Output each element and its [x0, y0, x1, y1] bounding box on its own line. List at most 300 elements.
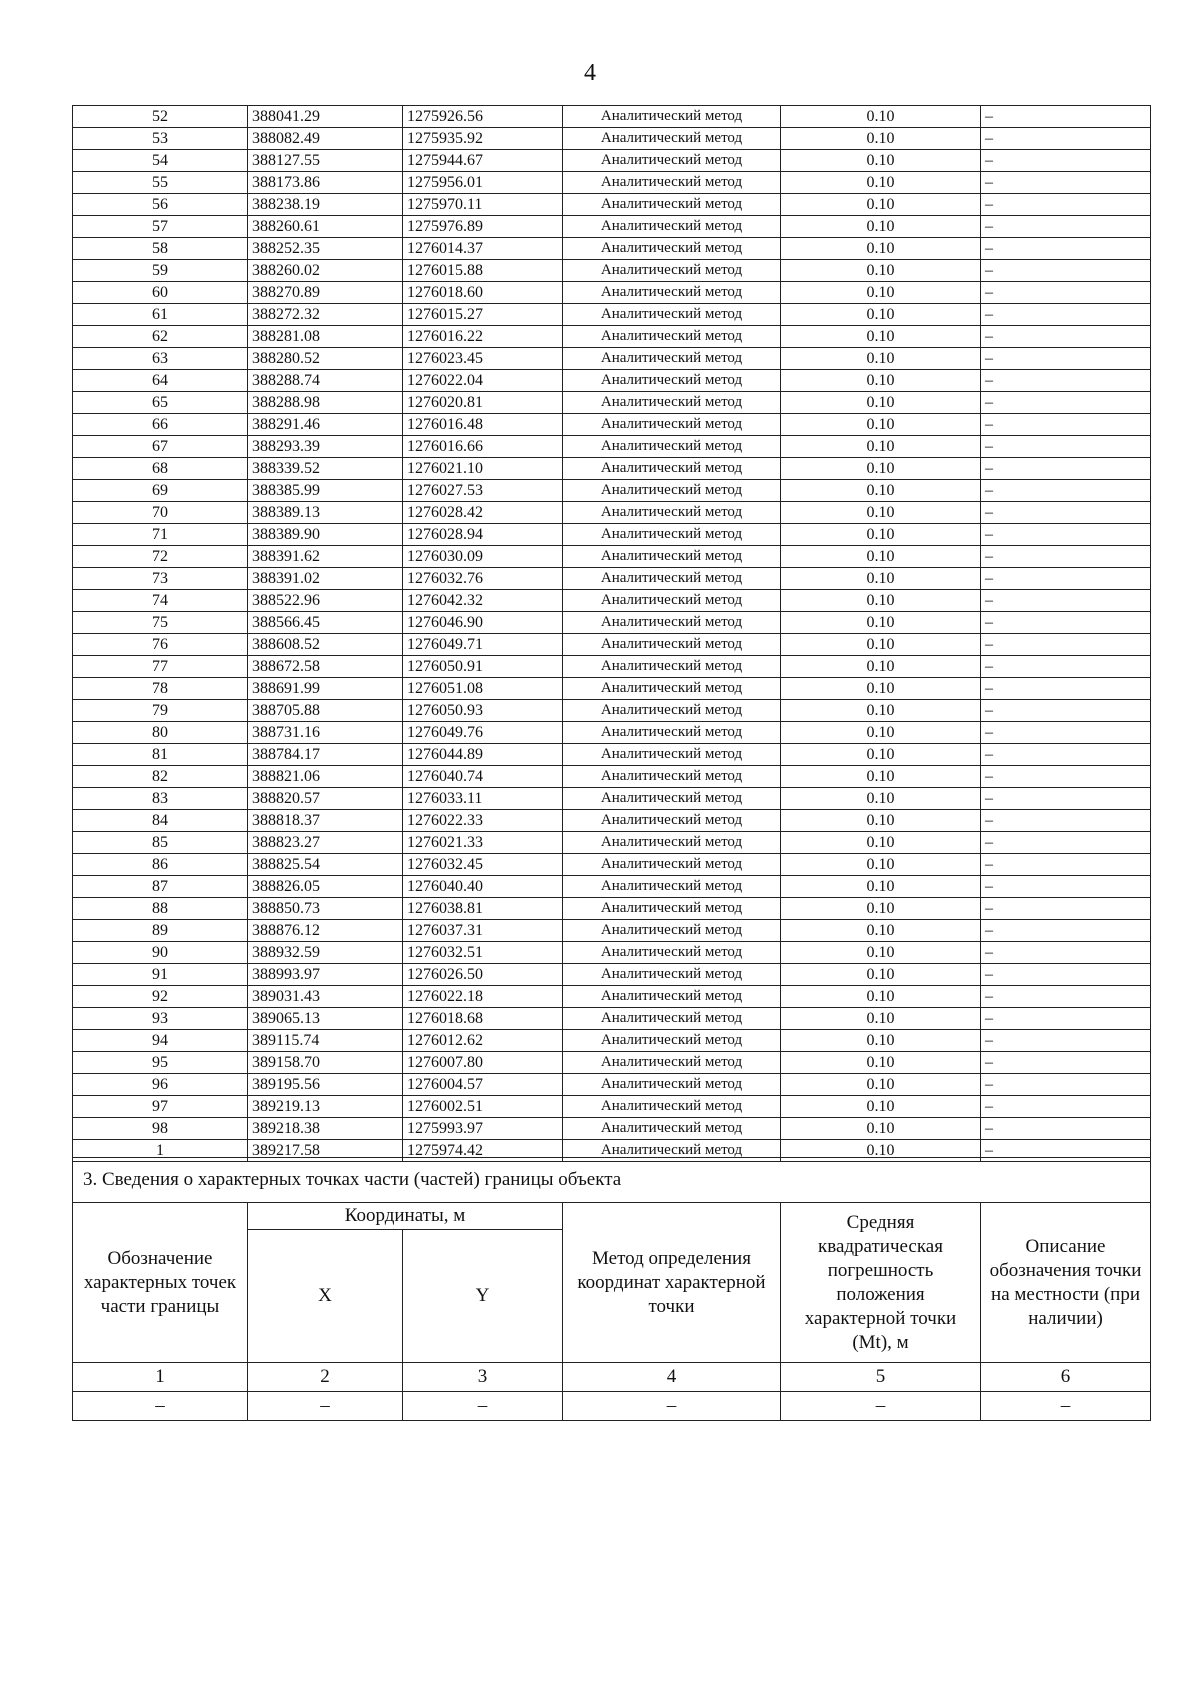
point-id-cell: 98: [73, 1118, 248, 1140]
description-cell: –: [981, 260, 1151, 282]
table-row: [73, 986, 1151, 1008]
y-cell: 1276004.57: [403, 1074, 563, 1096]
description-cell: –: [981, 590, 1151, 612]
error-cell: 0.10: [781, 1096, 981, 1118]
error-cell: 0.10: [781, 1140, 981, 1162]
table-row: [73, 920, 1151, 942]
method-cell: Аналитический метод: [563, 854, 781, 876]
y-cell: 1276027.53: [403, 480, 563, 502]
error-cell: 0.10: [781, 458, 981, 480]
description-cell: –: [981, 678, 1151, 700]
description-cell: –: [981, 744, 1151, 766]
x-cell: 388850.73: [248, 898, 403, 920]
method-cell: Аналитический метод: [563, 678, 781, 700]
y-cell: 1275976.89: [403, 216, 563, 238]
method-cell: Аналитический метод: [563, 1140, 781, 1162]
y-cell: 1276026.50: [403, 964, 563, 986]
y-cell: 1276021.33: [403, 832, 563, 854]
method-cell: Аналитический метод: [563, 172, 781, 194]
point-id-cell: 92: [73, 986, 248, 1008]
table-row: [73, 370, 1151, 392]
method-cell: Аналитический метод: [563, 590, 781, 612]
table-row: [73, 1096, 1151, 1118]
point-id-cell: 86: [73, 854, 248, 876]
y-cell: 1276023.45: [403, 348, 563, 370]
y-cell: 1276040.40: [403, 876, 563, 898]
description-cell: –: [981, 788, 1151, 810]
table-row: [73, 326, 1151, 348]
x-cell: 388291.46: [248, 414, 403, 436]
error-cell: 0.10: [781, 1074, 981, 1096]
x-cell: 388272.32: [248, 304, 403, 326]
y-cell: 1276032.45: [403, 854, 563, 876]
error-cell: 0.10: [781, 502, 981, 524]
point-id-cell: 66: [73, 414, 248, 436]
point-id-cell: 64: [73, 370, 248, 392]
description-cell: –: [981, 370, 1151, 392]
point-id-cell: 85: [73, 832, 248, 854]
description-cell: –: [981, 612, 1151, 634]
method-cell: Аналитический метод: [563, 876, 781, 898]
y-cell: 1276046.90: [403, 612, 563, 634]
description-cell: –: [981, 1008, 1151, 1030]
point-id-cell: 67: [73, 436, 248, 458]
x-cell: 388127.55: [248, 150, 403, 172]
point-id-cell: 91: [73, 964, 248, 986]
x-cell: 389218.38: [248, 1118, 403, 1140]
table-row: [73, 964, 1151, 986]
y-cell: 1276015.27: [403, 304, 563, 326]
point-id-cell: 68: [73, 458, 248, 480]
error-cell: 0.10: [781, 260, 981, 282]
table-row: [73, 172, 1151, 194]
y-cell: 1276050.91: [403, 656, 563, 678]
table-row: [73, 106, 1151, 128]
y-cell: 1276020.81: [403, 392, 563, 414]
table-row: [73, 128, 1151, 150]
x-cell: 389065.13: [248, 1008, 403, 1030]
empty-cell: –: [248, 1392, 403, 1421]
table-row: [73, 744, 1151, 766]
y-cell: 1275935.92: [403, 128, 563, 150]
error-cell: 0.10: [781, 436, 981, 458]
method-cell: Аналитический метод: [563, 568, 781, 590]
description-cell: –: [981, 832, 1151, 854]
point-id-cell: 62: [73, 326, 248, 348]
header-error: Средняя квадратическая погрешность положения характерной точки (Mt), м: [781, 1203, 981, 1363]
error-cell: 0.10: [781, 568, 981, 590]
description-cell: –: [981, 1096, 1151, 1118]
error-cell: 0.10: [781, 788, 981, 810]
method-cell: Аналитический метод: [563, 766, 781, 788]
table-row: [73, 766, 1151, 788]
x-cell: 388993.97: [248, 964, 403, 986]
section3-table: [72, 1157, 1151, 1421]
y-cell: 1276037.31: [403, 920, 563, 942]
description-cell: –: [981, 964, 1151, 986]
x-cell: 389217.58: [248, 1140, 403, 1162]
header-method: Метод определения координат характерной точки: [563, 1203, 781, 1363]
error-cell: 0.10: [781, 216, 981, 238]
y-cell: 1276012.62: [403, 1030, 563, 1052]
y-cell: 1276018.68: [403, 1008, 563, 1030]
table-row: [73, 414, 1151, 436]
error-cell: 0.10: [781, 172, 981, 194]
empty-cell: –: [403, 1392, 563, 1421]
table-row: [73, 722, 1151, 744]
y-cell: 1276033.11: [403, 788, 563, 810]
description-cell: –: [981, 106, 1151, 128]
y-cell: 1276030.09: [403, 546, 563, 568]
error-cell: 0.10: [781, 106, 981, 128]
x-cell: 388293.39: [248, 436, 403, 458]
point-id-cell: 83: [73, 788, 248, 810]
table-row: [73, 612, 1151, 634]
point-id-cell: 81: [73, 744, 248, 766]
x-cell: 388041.29: [248, 106, 403, 128]
table-row: [73, 568, 1151, 590]
table-row: [73, 1030, 1151, 1052]
error-cell: 0.10: [781, 810, 981, 832]
point-id-cell: 89: [73, 920, 248, 942]
table-row: [73, 656, 1151, 678]
coordinates-table: [72, 105, 1151, 1162]
x-cell: 388339.52: [248, 458, 403, 480]
table-row: [73, 480, 1151, 502]
y-cell: 1275993.97: [403, 1118, 563, 1140]
error-cell: 0.10: [781, 194, 981, 216]
method-cell: Аналитический метод: [563, 964, 781, 986]
y-cell: 1276016.66: [403, 436, 563, 458]
x-cell: 388173.86: [248, 172, 403, 194]
point-id-cell: 61: [73, 304, 248, 326]
y-cell: 1276032.51: [403, 942, 563, 964]
table-row: [73, 502, 1151, 524]
point-id-cell: 58: [73, 238, 248, 260]
x-cell: 388281.08: [248, 326, 403, 348]
x-cell: 388731.16: [248, 722, 403, 744]
y-cell: 1276028.94: [403, 524, 563, 546]
y-cell: 1275944.67: [403, 150, 563, 172]
description-cell: –: [981, 326, 1151, 348]
x-cell: 388784.17: [248, 744, 403, 766]
point-id-cell: 73: [73, 568, 248, 590]
method-cell: Аналитический метод: [563, 194, 781, 216]
method-cell: Аналитический метод: [563, 480, 781, 502]
method-cell: Аналитический метод: [563, 1074, 781, 1096]
error-cell: 0.10: [781, 1030, 981, 1052]
point-id-cell: 79: [73, 700, 248, 722]
method-cell: Аналитический метод: [563, 898, 781, 920]
x-cell: 388820.57: [248, 788, 403, 810]
x-cell: 388391.02: [248, 568, 403, 590]
method-cell: Аналитический метод: [563, 348, 781, 370]
x-cell: 389219.13: [248, 1096, 403, 1118]
table-row: [73, 194, 1151, 216]
point-id-cell: 93: [73, 1008, 248, 1030]
description-cell: –: [981, 766, 1151, 788]
method-cell: Аналитический метод: [563, 216, 781, 238]
description-cell: –: [981, 128, 1151, 150]
table-row: [73, 392, 1151, 414]
y-cell: 1276042.32: [403, 590, 563, 612]
description-cell: –: [981, 304, 1151, 326]
method-cell: Аналитический метод: [563, 546, 781, 568]
x-cell: 388818.37: [248, 810, 403, 832]
method-cell: Аналитический метод: [563, 1118, 781, 1140]
column-number: 1: [73, 1363, 248, 1392]
error-cell: 0.10: [781, 304, 981, 326]
x-cell: 389031.43: [248, 986, 403, 1008]
table-row: [73, 678, 1151, 700]
point-id-cell: 55: [73, 172, 248, 194]
x-cell: 388280.52: [248, 348, 403, 370]
point-id-cell: 72: [73, 546, 248, 568]
column-number: 3: [403, 1363, 563, 1392]
method-cell: Аналитический метод: [563, 656, 781, 678]
x-cell: 388825.54: [248, 854, 403, 876]
point-id-cell: 97: [73, 1096, 248, 1118]
error-cell: 0.10: [781, 920, 981, 942]
coordinates-table-body: [73, 106, 1151, 1162]
x-cell: 389115.74: [248, 1030, 403, 1052]
error-cell: 0.10: [781, 656, 981, 678]
y-cell: 1275970.11: [403, 194, 563, 216]
description-cell: –: [981, 656, 1151, 678]
error-cell: 0.10: [781, 348, 981, 370]
method-cell: Аналитический метод: [563, 370, 781, 392]
method-cell: Аналитический метод: [563, 1096, 781, 1118]
point-id-cell: 84: [73, 810, 248, 832]
table-row: [73, 832, 1151, 854]
method-cell: Аналитический метод: [563, 128, 781, 150]
description-cell: –: [981, 458, 1151, 480]
table-row: [73, 942, 1151, 964]
column-number: 4: [563, 1363, 781, 1392]
point-id-cell: 94: [73, 1030, 248, 1052]
method-cell: Аналитический метод: [563, 150, 781, 172]
description-cell: –: [981, 216, 1151, 238]
description-cell: –: [981, 634, 1151, 656]
description-cell: –: [981, 568, 1151, 590]
method-cell: Аналитический метод: [563, 282, 781, 304]
error-cell: 0.10: [781, 678, 981, 700]
error-cell: 0.10: [781, 832, 981, 854]
description-cell: –: [981, 722, 1151, 744]
table-row: [73, 1074, 1151, 1096]
table-row: [73, 788, 1151, 810]
x-cell: 388826.05: [248, 876, 403, 898]
point-id-cell: 57: [73, 216, 248, 238]
description-cell: –: [981, 854, 1151, 876]
point-id-cell: 59: [73, 260, 248, 282]
table-row: [73, 876, 1151, 898]
description-cell: –: [981, 172, 1151, 194]
x-cell: 388252.35: [248, 238, 403, 260]
table-row: [73, 260, 1151, 282]
method-cell: Аналитический метод: [563, 744, 781, 766]
description-cell: –: [981, 1074, 1151, 1096]
method-cell: Аналитический метод: [563, 392, 781, 414]
point-id-cell: 53: [73, 128, 248, 150]
method-cell: Аналитический метод: [563, 986, 781, 1008]
header-y: Y: [403, 1230, 563, 1363]
error-cell: 0.10: [781, 414, 981, 436]
description-cell: –: [981, 986, 1151, 1008]
point-id-cell: 52: [73, 106, 248, 128]
table-row: [73, 150, 1151, 172]
method-cell: Аналитический метод: [563, 1008, 781, 1030]
x-cell: 389158.70: [248, 1052, 403, 1074]
column-number: 5: [781, 1363, 981, 1392]
y-cell: 1276021.10: [403, 458, 563, 480]
method-cell: Аналитический метод: [563, 788, 781, 810]
table-row: [73, 458, 1151, 480]
table-row: [73, 700, 1151, 722]
point-id-cell: 74: [73, 590, 248, 612]
method-cell: Аналитический метод: [563, 414, 781, 436]
point-id-cell: 54: [73, 150, 248, 172]
error-cell: 0.10: [781, 546, 981, 568]
method-cell: Аналитический метод: [563, 634, 781, 656]
x-cell: 388876.12: [248, 920, 403, 942]
y-cell: 1276022.18: [403, 986, 563, 1008]
error-cell: 0.10: [781, 964, 981, 986]
table-row: [73, 436, 1151, 458]
error-cell: 0.10: [781, 1118, 981, 1140]
method-cell: Аналитический метод: [563, 942, 781, 964]
description-cell: –: [981, 942, 1151, 964]
method-cell: Аналитический метод: [563, 524, 781, 546]
method-cell: Аналитический метод: [563, 1030, 781, 1052]
description-cell: –: [981, 194, 1151, 216]
y-cell: 1276022.33: [403, 810, 563, 832]
x-cell: 388932.59: [248, 942, 403, 964]
method-cell: Аналитический метод: [563, 436, 781, 458]
description-cell: –: [981, 436, 1151, 458]
error-cell: 0.10: [781, 854, 981, 876]
x-cell: 388705.88: [248, 700, 403, 722]
error-cell: 0.10: [781, 876, 981, 898]
header-coordinates: Координаты, м: [248, 1203, 563, 1230]
table-row: [73, 590, 1151, 612]
y-cell: 1276018.60: [403, 282, 563, 304]
method-cell: Аналитический метод: [563, 612, 781, 634]
method-cell: Аналитический метод: [563, 260, 781, 282]
point-id-cell: 95: [73, 1052, 248, 1074]
error-cell: 0.10: [781, 986, 981, 1008]
x-cell: 388082.49: [248, 128, 403, 150]
y-cell: 1276049.76: [403, 722, 563, 744]
method-cell: Аналитический метод: [563, 810, 781, 832]
description-cell: –: [981, 1140, 1151, 1162]
table-row: [73, 1052, 1151, 1074]
x-cell: 388823.27: [248, 832, 403, 854]
point-id-cell: 90: [73, 942, 248, 964]
table-row: [73, 634, 1151, 656]
table-row: [73, 1008, 1151, 1030]
x-cell: 388522.96: [248, 590, 403, 612]
empty-cell: –: [981, 1392, 1151, 1421]
point-id-cell: 82: [73, 766, 248, 788]
x-cell: 389195.56: [248, 1074, 403, 1096]
method-cell: Аналитический метод: [563, 722, 781, 744]
error-cell: 0.10: [781, 634, 981, 656]
table-row: [73, 216, 1151, 238]
x-cell: 388672.58: [248, 656, 403, 678]
y-cell: 1276016.48: [403, 414, 563, 436]
header-description: Описание обозначения точки на местности (при наличии): [981, 1203, 1151, 1363]
method-cell: Аналитический метод: [563, 700, 781, 722]
description-cell: –: [981, 502, 1151, 524]
error-cell: 0.10: [781, 128, 981, 150]
point-id-cell: 87: [73, 876, 248, 898]
method-cell: Аналитический метод: [563, 832, 781, 854]
point-id-cell: 76: [73, 634, 248, 656]
description-cell: –: [981, 238, 1151, 260]
y-cell: 1275956.01: [403, 172, 563, 194]
column-number: 6: [981, 1363, 1151, 1392]
description-cell: –: [981, 876, 1151, 898]
point-id-cell: 70: [73, 502, 248, 524]
error-cell: 0.10: [781, 150, 981, 172]
x-cell: 388385.99: [248, 480, 403, 502]
table-row: [73, 546, 1151, 568]
y-cell: 1276015.88: [403, 260, 563, 282]
x-cell: 388391.62: [248, 546, 403, 568]
point-id-cell: 65: [73, 392, 248, 414]
description-cell: –: [981, 282, 1151, 304]
x-cell: 388288.74: [248, 370, 403, 392]
description-cell: –: [981, 392, 1151, 414]
description-cell: –: [981, 480, 1151, 502]
method-cell: Аналитический метод: [563, 238, 781, 260]
y-cell: 1276028.42: [403, 502, 563, 524]
point-id-cell: 56: [73, 194, 248, 216]
y-cell: 1275974.42: [403, 1140, 563, 1162]
error-cell: 0.10: [781, 700, 981, 722]
table-row: [73, 898, 1151, 920]
y-cell: 1276040.74: [403, 766, 563, 788]
table-row: [73, 810, 1151, 832]
table-row: [73, 524, 1151, 546]
method-cell: Аналитический метод: [563, 304, 781, 326]
y-cell: 1276014.37: [403, 238, 563, 260]
error-cell: 0.10: [781, 524, 981, 546]
error-cell: 0.10: [781, 590, 981, 612]
empty-cell: –: [781, 1392, 981, 1421]
section3-title: 3. Сведения о характерных точках части (частей) границы объекта: [73, 1158, 1151, 1203]
description-cell: –: [981, 898, 1151, 920]
x-cell: 388566.45: [248, 612, 403, 634]
error-cell: 0.10: [781, 1052, 981, 1074]
x-cell: 388389.13: [248, 502, 403, 524]
table-row: [73, 304, 1151, 326]
description-cell: –: [981, 1118, 1151, 1140]
point-id-cell: 63: [73, 348, 248, 370]
y-cell: 1276044.89: [403, 744, 563, 766]
table-row: [73, 348, 1151, 370]
y-cell: 1276002.51: [403, 1096, 563, 1118]
x-cell: 388821.06: [248, 766, 403, 788]
x-cell: 388389.90: [248, 524, 403, 546]
method-cell: Аналитический метод: [563, 1052, 781, 1074]
y-cell: 1276049.71: [403, 634, 563, 656]
description-cell: –: [981, 1030, 1151, 1052]
description-cell: –: [981, 348, 1151, 370]
method-cell: Аналитический метод: [563, 502, 781, 524]
x-cell: 388608.52: [248, 634, 403, 656]
